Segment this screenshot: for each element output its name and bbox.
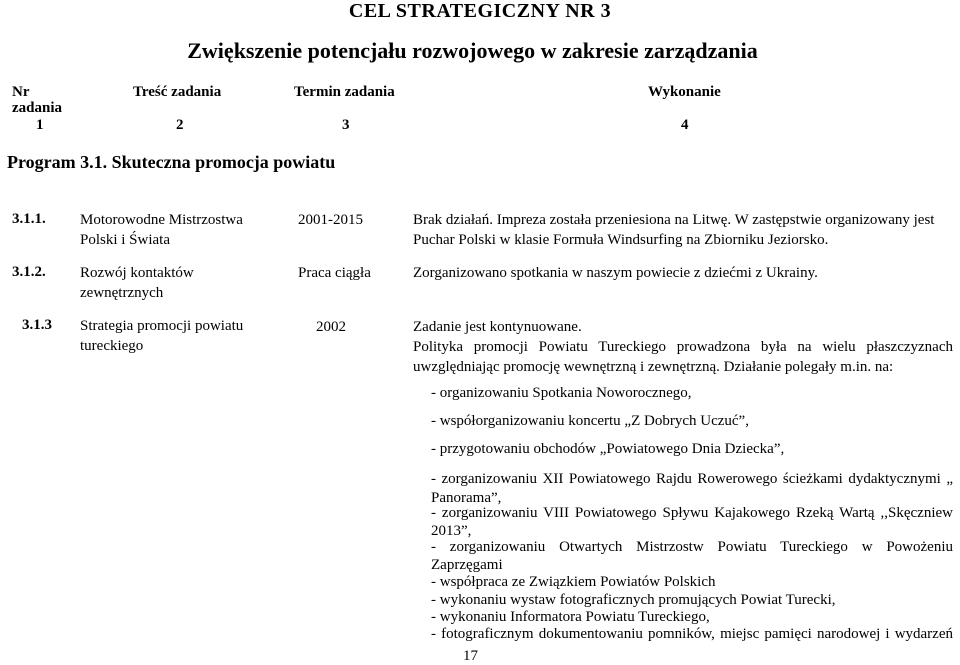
task-code: 3.1.1. <box>12 211 46 227</box>
page-number: 17 <box>463 648 478 664</box>
task-execution-line: Zorganizowano spotkania w naszym powiecie z dziećmi z Ukrainy. <box>413 265 818 281</box>
task-name: Motorowodne Mistrzostwa <box>80 212 243 228</box>
task-execution-line: Puchar Polski w klasie Formuła Windsurfing na Zbiorniku Jeziorsko. <box>413 232 829 248</box>
task-code: 3.1.2. <box>12 264 46 280</box>
task-term: 2002 <box>316 319 346 335</box>
header-col-term: Termin zadania <box>294 84 395 100</box>
task-execution-line: - współorganizowaniu koncertu „Z Dobrych Uczuć”, <box>431 413 749 429</box>
task-execution-line: Brak działań. Impreza została przeniesiona na Litwę. W zastępstwie organizowany jest <box>413 212 935 228</box>
header-col-nr: Nr <box>12 84 30 100</box>
header-num-2: 2 <box>176 117 184 133</box>
task-name-line2: zewnętrznych <box>80 285 164 301</box>
task-execution-line: - zorganizowaniu XII Powiatowego Rajdu Rowerowego ścieżkami dydaktycznymi „ <box>431 471 953 487</box>
header-num-1: 1 <box>36 117 44 133</box>
task-execution-line: - fotograficznym dokumentowaniu pomników, miejsc pamięci narodowej i wydarzeń <box>431 626 953 642</box>
task-execution-line: - przygotowaniu obchodów „Powiatowego Dnia Dziecka”, <box>431 441 785 457</box>
task-execution-line: - wykonaniu Informatora Powiatu Tureckiego, <box>431 609 710 625</box>
task-execution-line: Zaprzęgami <box>431 557 503 573</box>
task-execution-line: - zorganizowaniu VIII Powiatowego Spływu Kajakowego Rzeką Wartą ,,Skęczniew <box>431 505 953 521</box>
task-execution-line: uwzględniając promocję wewnętrzną i zewnętrzną. Działanie polegały m.in. na: <box>413 359 894 375</box>
task-execution-line: - współpraca ze Związkiem Powiatów Polskich <box>431 574 716 590</box>
task-execution-line: Zadanie jest kontynuowane. <box>413 319 582 335</box>
header-col-nr-line2: zadania <box>12 100 63 116</box>
header-num-3: 3 <box>342 117 350 133</box>
strategic-goal-heading: CEL STRATEGICZNY NR 3 <box>348 0 612 22</box>
program-heading: Program 3.1. Skuteczna promocja powiatu <box>7 152 336 172</box>
header-num-4: 4 <box>681 117 689 133</box>
task-execution-line: - wykonaniu wystaw fotograficznych promujących Powiat Turecki, <box>431 592 836 608</box>
task-name-line2: Polski i Świata <box>80 232 171 248</box>
task-name-line2: tureckiego <box>80 338 144 354</box>
task-execution-line: - organizowaniu Spotkania Noworocznego, <box>431 385 692 401</box>
task-execution-line: - zorganizowaniu Otwartych Mistrzostw Powiatu Tureckiego w Powożeniu <box>431 539 953 555</box>
task-code: 3.1.3 <box>22 317 52 333</box>
task-execution-line: Panorama”, <box>431 490 502 506</box>
header-col-execution: Wykonanie <box>648 84 721 100</box>
task-term: Praca ciągła <box>298 265 371 281</box>
task-execution-line: Polityka promocji Powiatu Tureckiego prowadzona była na wielu płaszczyznach <box>413 339 953 355</box>
task-name: Strategia promocji powiatu <box>80 318 244 334</box>
task-term: 2001-2015 <box>298 212 363 228</box>
page-title: Zwiększenie potencjału rozwojowego w zakresie zarządzania <box>187 38 758 63</box>
header-col-task: Treść zadania <box>133 84 222 100</box>
task-execution-line: 2013”, <box>431 523 472 539</box>
task-name: Rozwój kontaktów <box>80 265 194 281</box>
